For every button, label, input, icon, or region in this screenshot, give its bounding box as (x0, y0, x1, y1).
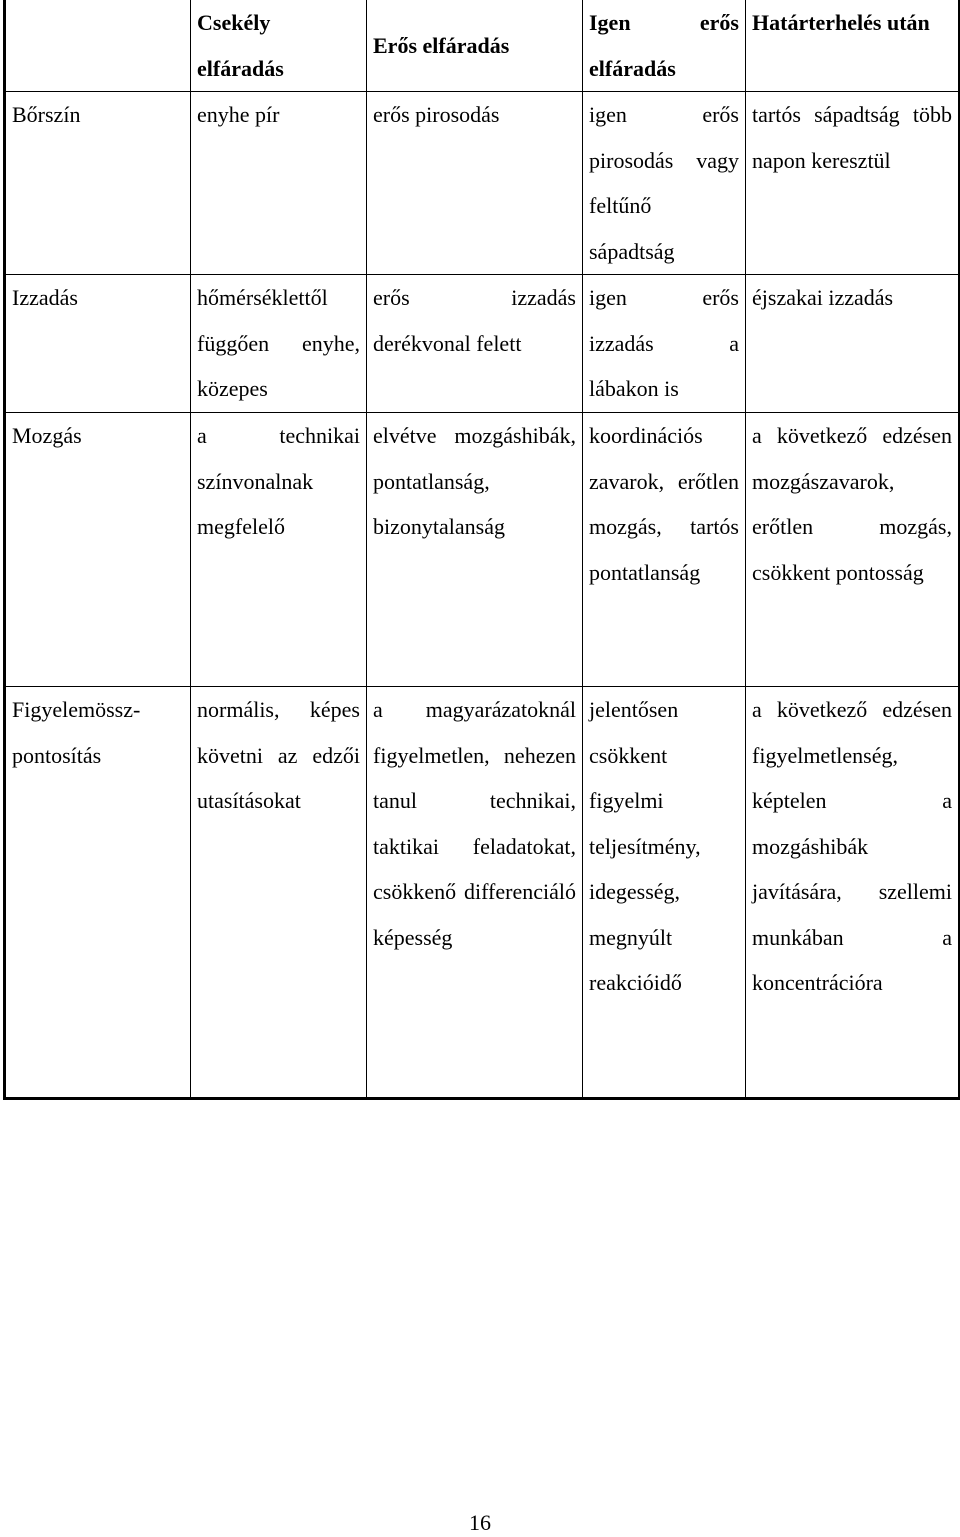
table-cell: igen erős pirosodás vagy feltűnő sápadtság (583, 92, 746, 275)
table-header-row (5, 0, 960, 92)
table-row (5, 275, 960, 413)
table-cell: éjszakai izzadás (746, 275, 960, 413)
table-cell: hőmérséklettől függően enyhe, közepes (191, 275, 367, 413)
row-label-sweating: Izzadás (5, 275, 191, 413)
header-strong-fatigue: Erős elfáradás (367, 0, 583, 92)
table-row (5, 687, 960, 1099)
header-very-strong-fatigue: Igen erős elfáradás (583, 0, 746, 92)
header-corner-cell (5, 0, 191, 92)
table-cell: elvétve mozgáshibák, pontatlanság, bizonytalanság (367, 413, 583, 687)
table-cell: a technikai színvonalnak megfelelő (191, 413, 367, 687)
table-cell: tartós sápadtság több napon keresztül (746, 92, 960, 275)
table-cell: erős pirosodás (367, 92, 583, 275)
table-cell: a következő edzésen mozgászavarok, erőtlen mozgás, csökkent pontosság (746, 413, 960, 687)
row-label-movement: Mozgás (5, 413, 191, 687)
table-cell: a következő edzésen figyelmetlenség, képtelen a mozgáshibák javítására, szellemi munkában a koncentrációra (746, 687, 960, 1099)
fatigue-signs-table (3, 0, 960, 1100)
table-cell: normális, képes követni az edzői utasításokat (191, 687, 367, 1099)
table-cell: a magyarázatoknál figyelmetlen, nehezen tanul technikai, taktikai feladatokat, csökkenő differenciáló képesség (367, 687, 583, 1099)
table-cell: koordinációs zavarok, erőtlen mozgás, tartós pontatlanság (583, 413, 746, 687)
table-cell: jelentősen csökkent figyelmi teljesítmény, idegesség, megnyúlt reakcióidő (583, 687, 746, 1099)
header-mild-fatigue: Csekély elfáradás (191, 0, 367, 92)
row-label-skin-color: Bőrszín (5, 92, 191, 275)
row-label-concentration: Figyelemössz-pontosítás (5, 687, 191, 1099)
table-cell: erős izzadás derékvonal felett (367, 275, 583, 413)
page-number: 16 (469, 1510, 491, 1535)
table-row (5, 413, 960, 687)
table-row (5, 92, 960, 275)
table-cell: igen erős izzadás a lábakon is (583, 275, 746, 413)
header-limit-load: Határterhelés után (746, 0, 960, 92)
table-cell: enyhe pír (191, 92, 367, 275)
